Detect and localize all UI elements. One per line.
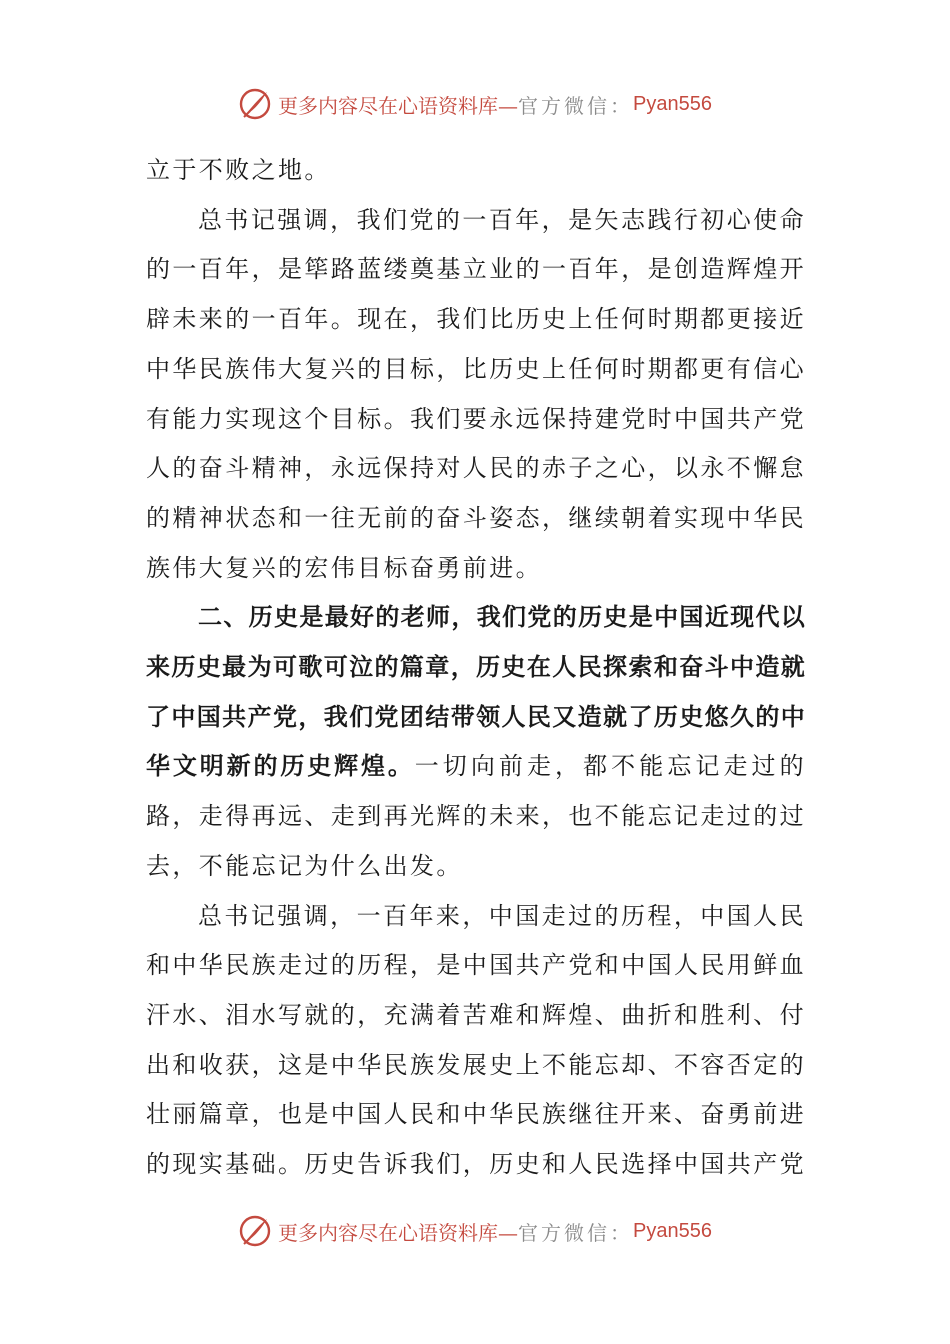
paragraph-with-heading bbox=[146, 593, 806, 891]
paragraph: 总书记强调，一百年来，中国走过的历程，中国人民和中华民族走过的历程，是中国共产党和中国人民用鲜血汗水、泪水写就的，充满着苦难和辉煌、曲折和胜利、付出和收获，这是中华民族发展史上不能忘却、不容否定的壮丽篇章，也是中国人民和中华民族继往开来、奋勇前进的现实基础。历史告诉我们，历史和人民选择中国共产党 bbox=[146, 901, 806, 1179]
document-body bbox=[146, 146, 806, 1190]
quill-logo-icon bbox=[238, 1214, 272, 1248]
banner-wechat-id: Pyan556 bbox=[633, 1219, 712, 1242]
paragraph: 总书记强调，我们党的一百年，是矢志践行初心使命的一百年，是筚路蓝缕奠基立业的一百年，是创造辉煌开辟未来的一百年。现在，我们比历史上任何时期都更接近中华民族伟大复兴的目标，比历史上任何时期都更有信心有能力实现这个目标。我们要永远保持建党时中国共产党人的奋斗精神，永远保持对人民的赤子之心，以永不懈怠的精神状态和一往无前的奋斗姿态，继续朝着实现中华民族伟大复兴的宏伟目标奋勇前进。 bbox=[146, 205, 806, 582]
banner-wechat-id: Pyan556 bbox=[633, 92, 712, 115]
banner-text: 更多内容尽在心语资料库— bbox=[278, 1220, 519, 1245]
banner-wechat-label: 官方微信： bbox=[518, 1220, 634, 1245]
banner-text: 更多内容尽在心语资料库— bbox=[278, 93, 519, 118]
paragraph-continuation: 立于不败之地。 bbox=[146, 156, 331, 184]
quill-logo-icon bbox=[238, 87, 272, 121]
banner-wechat-label: 官方微信： bbox=[518, 93, 634, 118]
header-watermark-banner bbox=[0, 84, 950, 124]
paragraph-text: 一切向前走，都不能忘记走过的路，走得再远、走到再光辉的未来，也不能忘记走过的过去，不能忘记为什么出发。 bbox=[146, 752, 807, 880]
footer-watermark-banner bbox=[0, 1211, 950, 1251]
section-heading: 二、历史是最好的老师，我们党的历史是中国近现代以来历史最为可歌可泣的篇章，历史在人民探索和奋斗中造就了中国共产党，我们党团结带领人民又造就了历史悠久的中华文明新的历史辉煌。 bbox=[146, 603, 806, 781]
